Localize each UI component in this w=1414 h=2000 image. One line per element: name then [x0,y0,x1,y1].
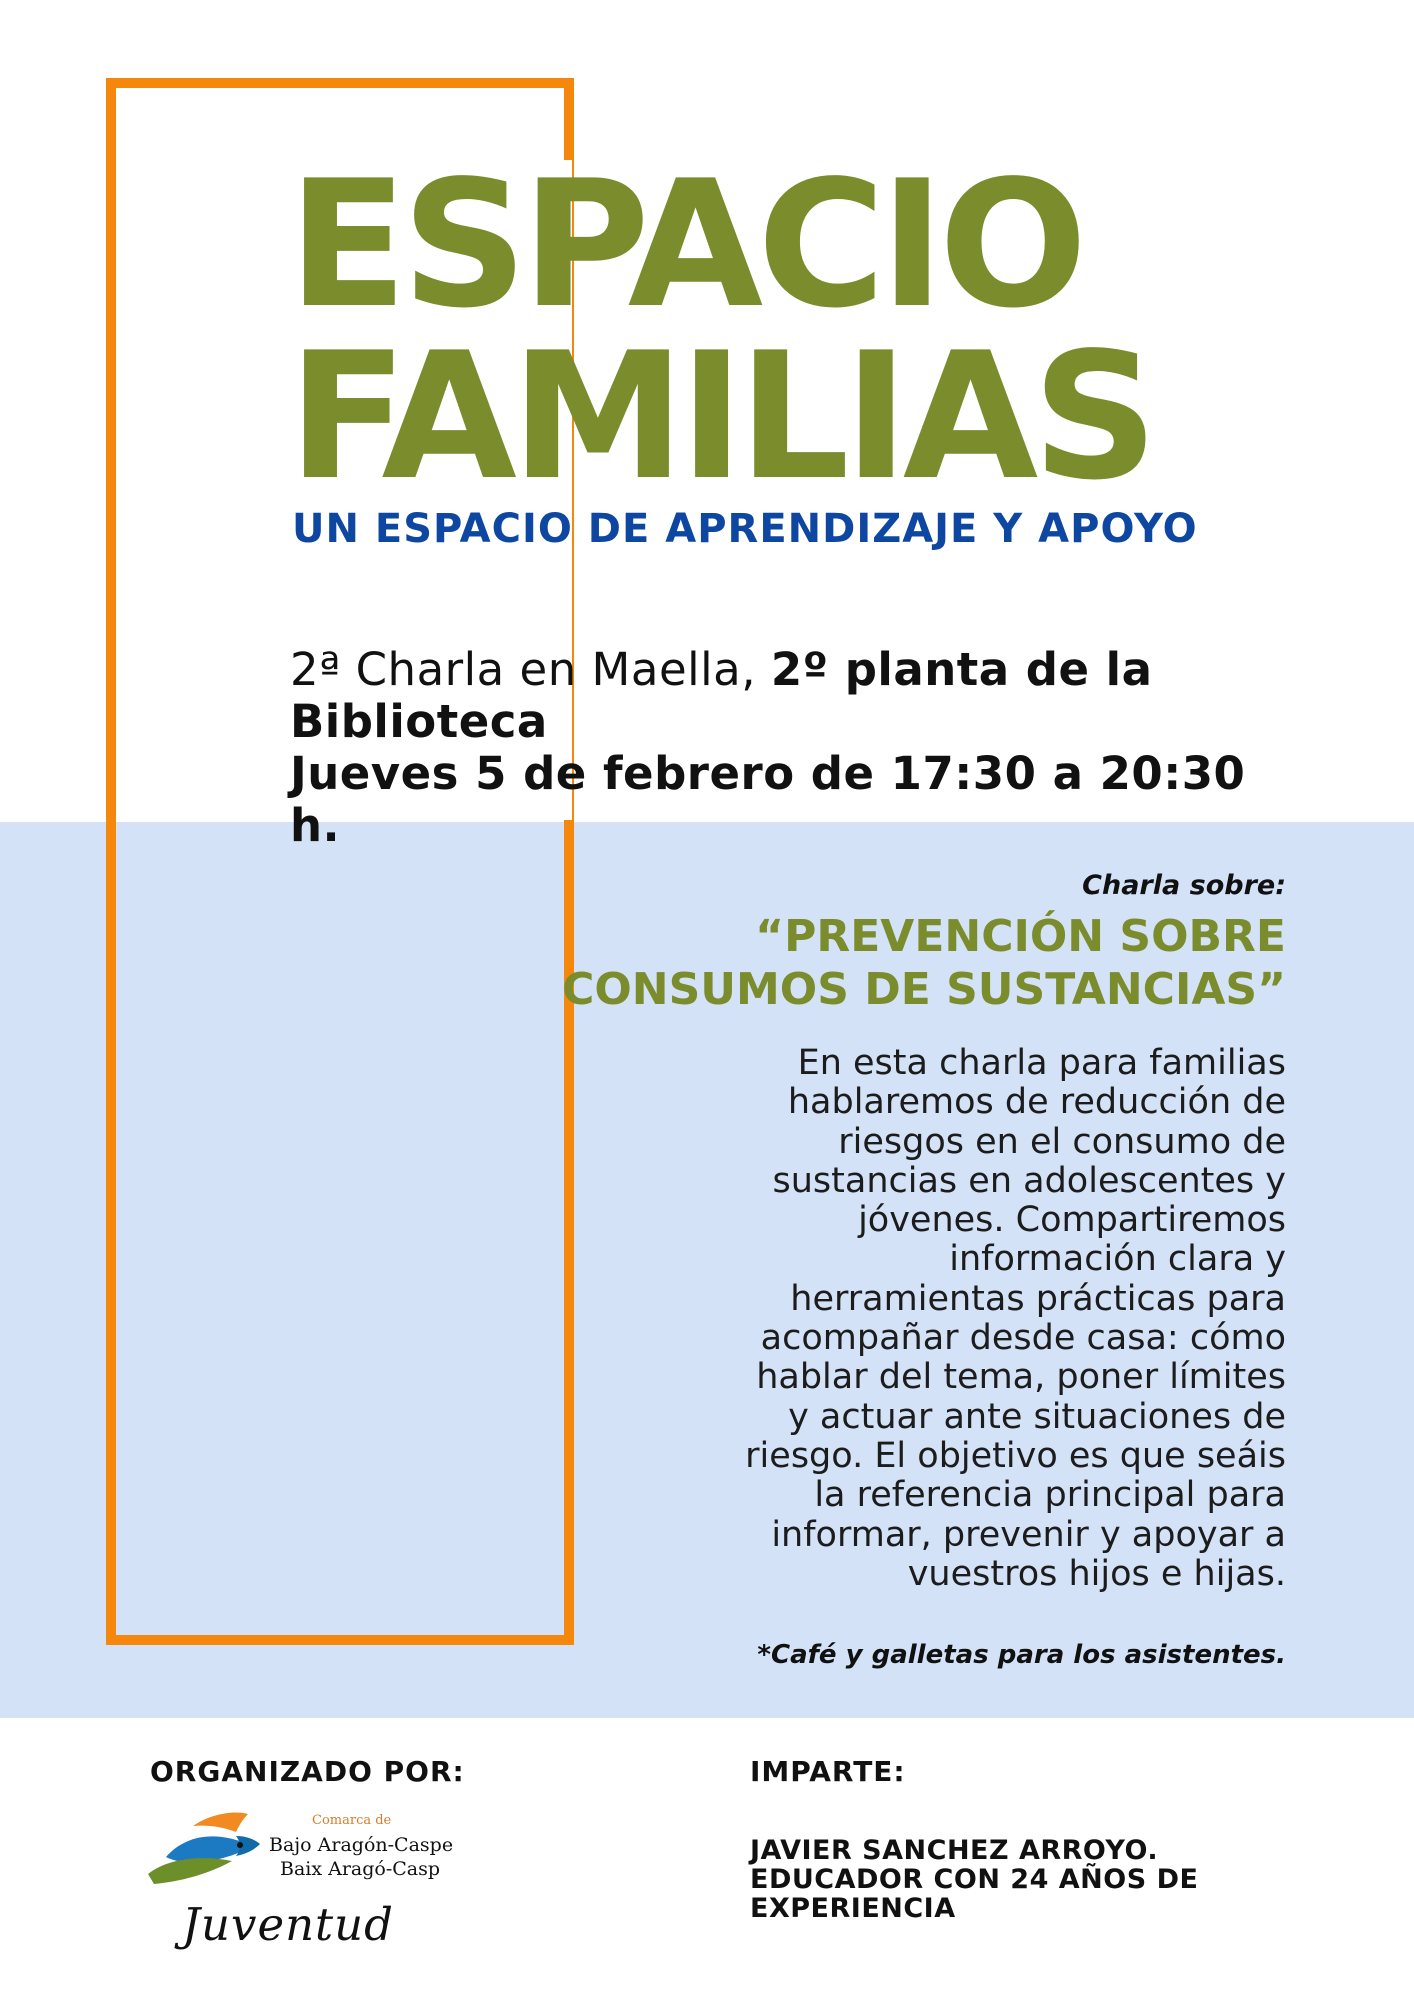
speaker-info [750,1836,1198,1923]
logo-juventud-text: Juventud [182,1898,394,1951]
event-datetime: Jueves 5 de febrero de 17:30 a 20:30 h. [290,747,1246,852]
topic-title [526,910,1286,1016]
title-line-2: FAMILIAS [288,316,1153,519]
logo-line-1: Bajo Aragón-Caspe [269,1834,454,1856]
speaker-experience: EXPERIENCIA [750,1893,956,1924]
fish-logo-icon [144,1802,284,1902]
event-info [290,644,1290,852]
main-title [288,144,1153,519]
title-line-1: ESPACIO [288,144,1082,347]
topic-title-line-2: CONSUMOS DE SUSTANCIAS” [562,964,1286,1015]
logo-comarca-text: Comarca de [312,1813,392,1828]
topic-label: Charla sobre: [1082,870,1286,901]
speaker-name: JAVIER SANCHEZ ARROYO. [750,1835,1159,1866]
logo-line-2: Baix Aragó-Casp [280,1858,441,1880]
subtitle: UN ESPACIO DE APRENDIZAJE Y APOYO [292,506,1198,552]
refreshments-note: *Café y galletas para los asistentes. [757,1640,1286,1670]
topic-title-line-1: “PREVENCIÓN SOBRE [755,911,1286,962]
organized-by-label: ORGANIZADO POR: [150,1755,465,1788]
talk-description: En esta charla para familias hablaremos de reducción de riesgos en el consumo de sustancias en adolescentes y jóvenes. Compartiremos información clara y herramientas prácticas para acompañar desde casa: cómo hablar del tema, poner límites y actuar ante situaciones de riesgo. El objetivo es que seáis la referencia principal para informar, prevenir y apoyar a vuestros hijos e hijas. [745,1043,1286,1594]
comarca-juventud-logo [144,1802,454,1952]
speaker-label: IMPARTE: [750,1755,906,1788]
event-name: 2ª Charla en Maella, [290,643,757,696]
speaker-role: EDUCADOR CON 24 AÑOS DE [750,1864,1199,1895]
event-place: 2º planta de la Biblioteca [290,643,1153,748]
